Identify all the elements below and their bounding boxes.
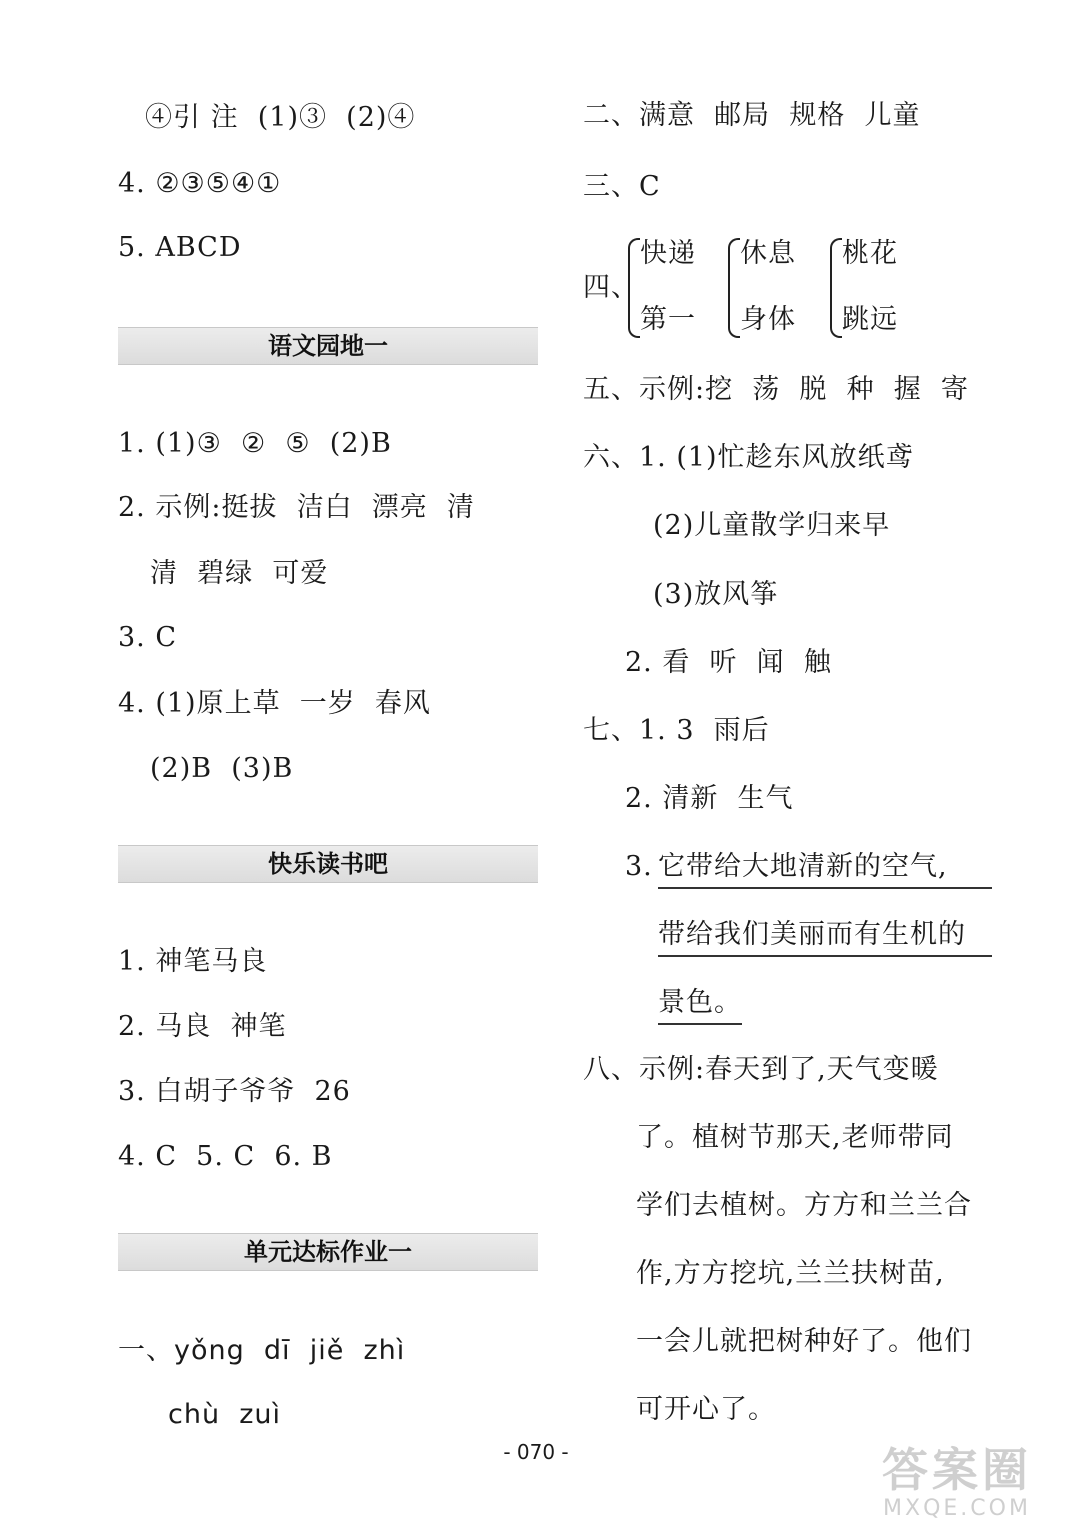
brace-icon — [728, 238, 740, 338]
answer-line: 4. (1)原上草 一岁 春风 — [118, 688, 431, 719]
answer-line: 3. 白胡子爷爷 26 — [118, 1076, 351, 1107]
watermark — [882, 1444, 1032, 1522]
brace-item: 跳远 — [842, 304, 898, 335]
page-number: - 070 - — [503, 1440, 569, 1464]
answer-line: 3. — [625, 851, 663, 882]
answer-line: 五、示例:挖 荡 脱 种 握 寄 — [583, 374, 969, 405]
brace-item: 第一 — [640, 304, 696, 335]
answer-line: 1. (1)③ ② ⑤ (2)B — [118, 428, 392, 459]
watermark-url: MXQE.COM — [883, 1496, 1031, 1521]
underlined-answer: 景色。 — [658, 985, 742, 1025]
answer-line: 可开心了。 — [636, 1394, 776, 1425]
section-banner: 语文园地一 — [118, 327, 538, 365]
answer-line: (2)B (3)B — [150, 753, 294, 784]
underlined-answer: 带给我们美丽而有生机的 — [658, 917, 992, 957]
answer-line: 2. 看 听 闻 触 — [625, 647, 832, 678]
answer-line: 二、满意 邮局 规格 儿童 — [583, 100, 921, 131]
answer-line: 2. 示例:挺拔 洁白 漂亮 清 — [118, 492, 475, 523]
section-banner: 快乐读书吧 — [118, 845, 538, 883]
pinyin-line: 一、yǒng dī jiě zhì — [118, 1335, 406, 1366]
brace-item: 快递 — [640, 238, 696, 269]
brace-icon — [628, 238, 640, 338]
answer-line: 八、示例:春天到了,天气变暖 — [583, 1054, 939, 1085]
answer-line: 七、1. 3 雨后 — [583, 715, 770, 746]
pinyin-line: chù zuì — [168, 1399, 282, 1430]
section-banner: 单元达标作业一 — [118, 1233, 538, 1271]
answer-line: 一会儿就把树种好了。他们 — [636, 1326, 972, 1357]
answer-line: 了。植树节那天,老师带同 — [636, 1122, 954, 1153]
answer-line: 1. 神笔马良 — [118, 946, 268, 977]
brace-item: 桃花 — [842, 238, 898, 269]
answer-line: 四、 — [583, 272, 639, 303]
answer-line: 学们去植树。方方和兰兰合 — [636, 1190, 972, 1221]
answer-line: 2. 清新 生气 — [625, 783, 794, 814]
answer-line: 六、1. (1)忙趁东风放纸鸢 — [583, 442, 914, 473]
answer-line: 2. 马良 神笔 — [118, 1011, 287, 1042]
answer-line: 作,方方挖坑,兰兰扶树苗, — [636, 1258, 945, 1289]
answer-line: (2)儿童散学归来早 — [653, 510, 891, 541]
watermark-logo: 答案圈 — [882, 1443, 1032, 1497]
answer-line: 清 碧绿 可爱 — [150, 558, 329, 589]
answer-line: 5. ABCD — [118, 232, 242, 263]
answer-line: 3. C — [118, 622, 178, 653]
answer-line: 三、C — [583, 171, 661, 202]
answer-line: (3)放风筝 — [653, 579, 779, 610]
answer-line: ④引 注 (1)③ (2)④ — [145, 102, 416, 133]
brace-item: 休息 — [740, 238, 796, 269]
brace-icon — [830, 238, 842, 338]
answer-line: 4. C 5. C 6. B — [118, 1141, 333, 1172]
answer-line: 4. ②③⑤④① — [118, 168, 282, 199]
underlined-answer: 它带给大地清新的空气, — [658, 849, 992, 889]
brace-item: 身体 — [740, 304, 796, 335]
